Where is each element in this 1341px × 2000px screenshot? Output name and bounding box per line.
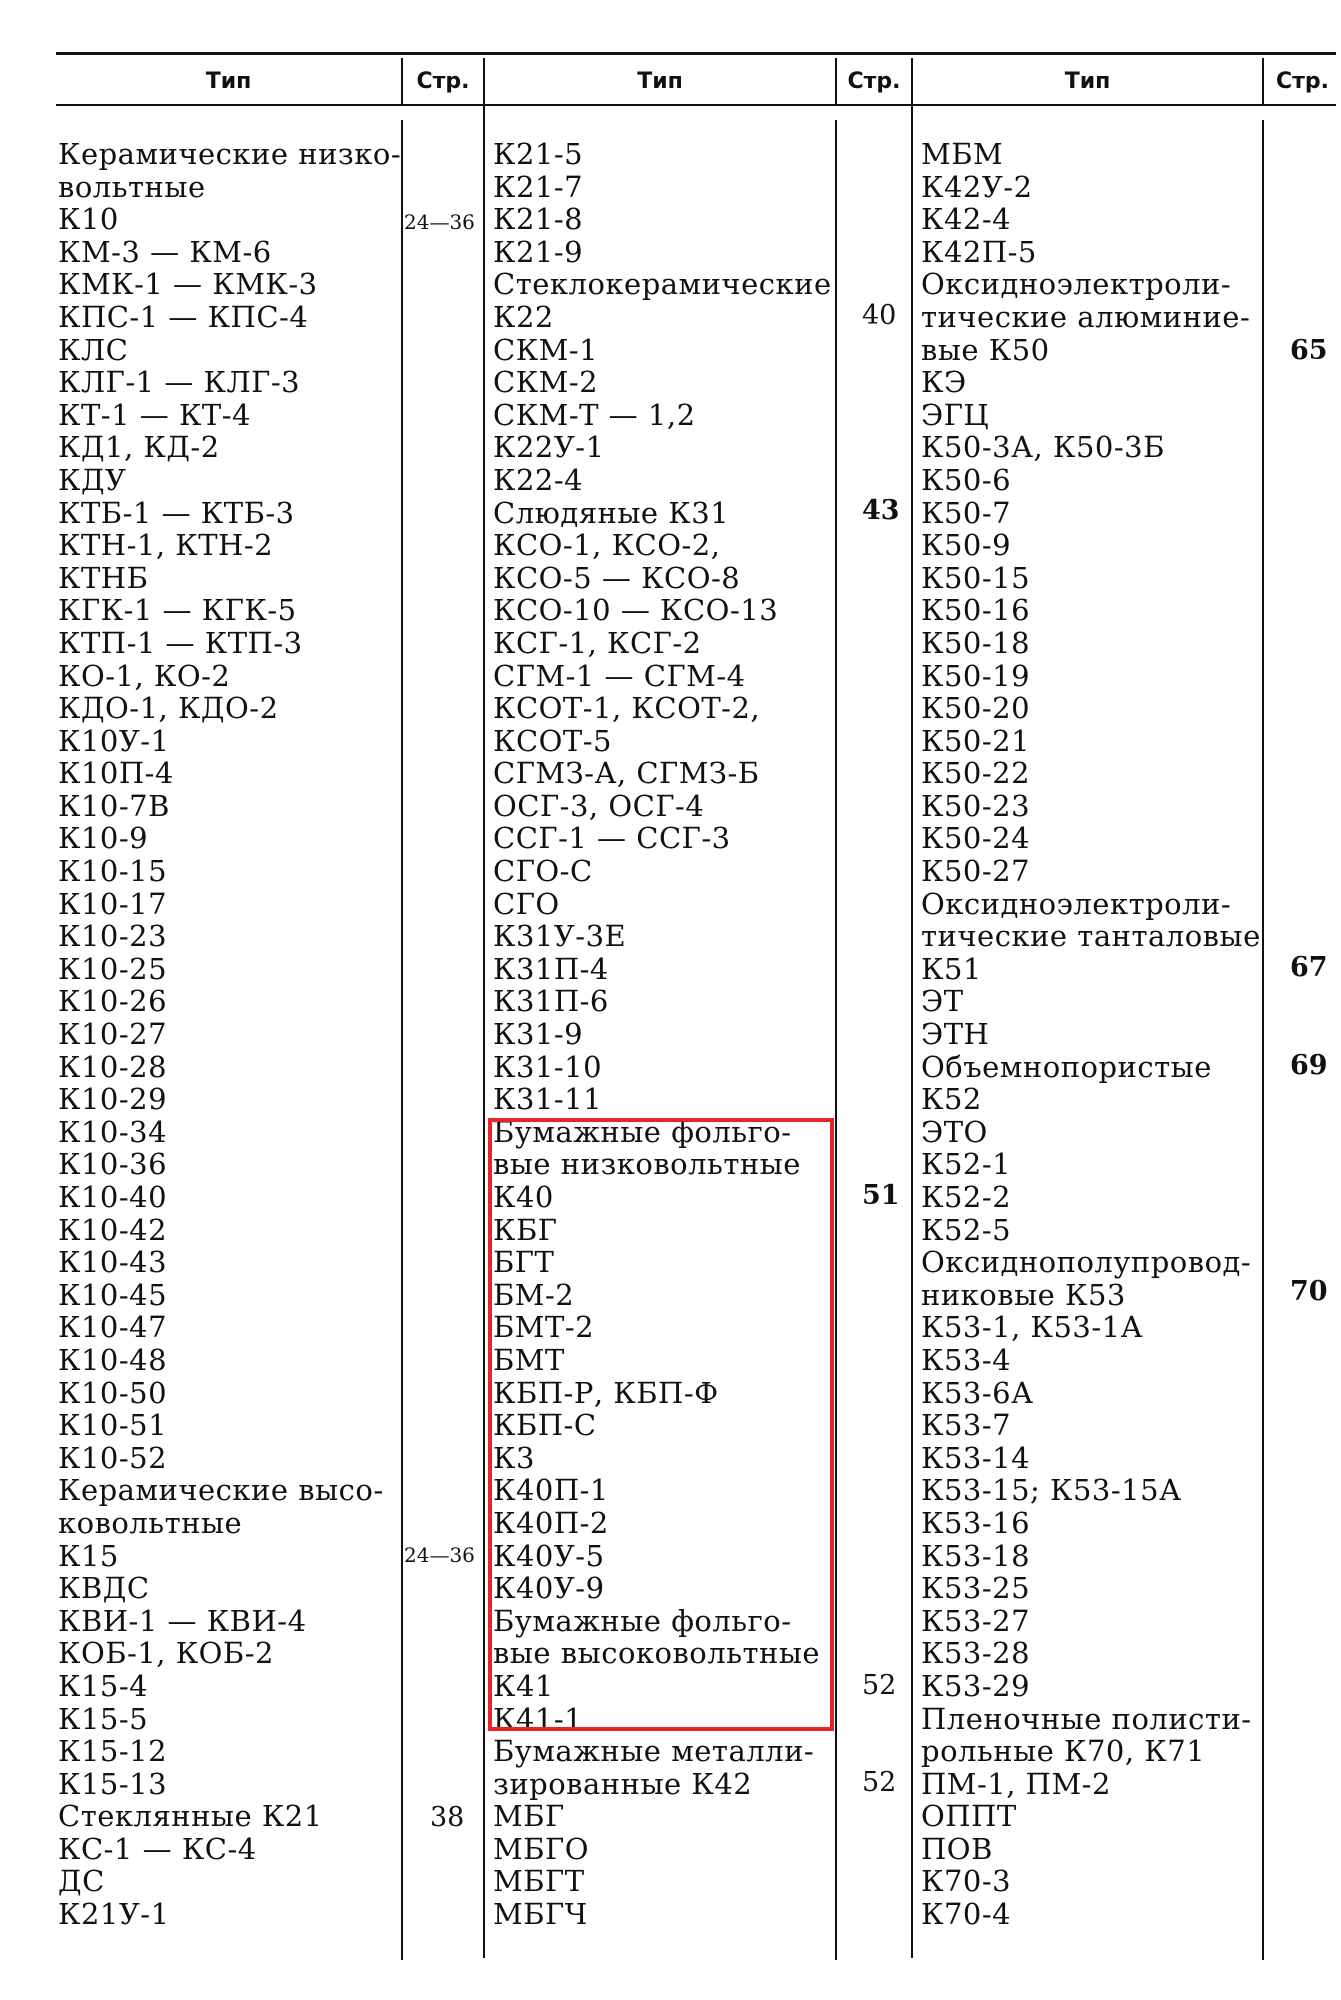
type-entry: КТ-1 — КТ-4 [58,397,252,432]
type-entry: К15 [58,1538,119,1573]
type-entry: К41 [493,1668,554,1703]
type-entry: КТП-1 — КТП-3 [58,625,303,660]
type-entry: КТН-1, КТН-2 [58,528,274,563]
type-entry: МБГЧ [493,1897,588,1932]
type-entry: К50-7 [921,495,1012,530]
type-entry: СГМЗ-А, СГМЗ-Б [493,756,760,791]
type-entry: К21У-1 [58,1897,170,1932]
type-entry: К22-4 [493,462,584,497]
type-entry: Пленочные полисти- [921,1701,1252,1736]
type-entry: К51 [921,951,982,986]
page-number: 69 [1290,1050,1328,1081]
type-entry: К15-5 [58,1701,149,1736]
type-entry: К53-16 [921,1505,1031,1540]
type-entry: К10-50 [58,1375,168,1410]
type-entry: К41-1 [493,1701,584,1736]
type-entry: КБП-С [493,1408,597,1443]
type-entry: К50-16 [921,593,1031,628]
page-number: 24—36 [404,1543,475,1567]
type-entry: К50-9 [921,528,1012,563]
page-number: 40 [862,300,897,331]
type-entry: КСГ-1, КСГ-2 [493,625,702,660]
type-entry: ЭТ [921,984,964,1019]
type-entry: К42У-2 [921,169,1033,204]
type-entry: К21-8 [493,202,584,237]
type-entry: СГО-С [493,854,593,889]
type-entry: К31У-3Е [493,919,627,954]
type-entry: К40П-2 [493,1505,609,1540]
type-entry: ЭТН [921,1017,990,1052]
type-entry: ЭГЦ [921,397,990,432]
page-number: 52 [862,1670,897,1701]
type-entry: КСОТ-1, КСОТ-2, [493,691,761,726]
page-number: 65 [1290,335,1328,366]
type-entry: К10-43 [58,1245,168,1280]
type-entry: К53-27 [921,1603,1031,1638]
type-entry: КЛГ-1 — КЛГ-3 [58,365,301,400]
type-entry: К53-6А [921,1375,1034,1410]
type-entry: ковольтные [58,1505,243,1540]
type-entry: КГК-1 — КГК-5 [58,593,297,628]
type-entry: К53-25 [921,1571,1031,1606]
type-entry: К21-9 [493,234,584,269]
type-entry: Оксидноэлектроли- [921,267,1232,302]
type-entry: вые низковольтные [493,1147,801,1182]
type-entry: Стеклянные К21 [58,1799,323,1834]
type-entry: К50-6 [921,462,1012,497]
type-entry: К10-29 [58,1082,168,1117]
type-list-column-1 [58,138,401,1931]
type-entry: К52-5 [921,1212,1012,1247]
page-number: 67 [1290,952,1328,983]
type-entry: КМК-1 — КМК-3 [58,267,318,302]
type-entry: СКМ-2 [493,365,599,400]
type-entry: СГО [493,886,560,921]
type-entry: К50-23 [921,788,1031,823]
type-entry: К31-11 [493,1082,603,1117]
type-entry: Бумажные фольго- [493,1114,792,1149]
header-page-2: Стр. [847,69,901,94]
type-entry: К53-1, К53-1А [921,1310,1144,1345]
type-entry: К53-29 [921,1668,1031,1703]
type-entry: К31П-4 [493,951,609,986]
type-entry: К15-4 [58,1668,149,1703]
type-entry: Бумажные металли- [493,1734,815,1769]
type-entry: К50-15 [921,560,1031,595]
type-entry: ПМ-1, ПМ-2 [921,1766,1111,1801]
type-entry: Слюдяные К31 [493,495,730,530]
type-entry: К52-2 [921,1180,1012,1214]
type-entry: К10П-4 [58,756,174,791]
type-entry: К40У-9 [493,1571,605,1606]
type-entry: К10-27 [58,1017,168,1052]
type-entry: К10-28 [58,1049,168,1084]
type-entry: КТНБ [58,560,149,595]
type-entry: К70-4 [921,1897,1012,1932]
type-entry: Бумажные фольго- [493,1603,792,1638]
type-entry: К70-3 [921,1864,1012,1899]
type-entry: МБМ [921,137,1004,171]
type-entry: СГМ-1 — СГМ-4 [493,658,746,693]
type-entry: К50-20 [921,691,1031,726]
type-entry: К31-9 [493,1017,584,1052]
type-entry: КВДС [58,1571,150,1606]
type-entry: К31П-6 [493,984,609,1019]
highlight-box [488,1114,834,1731]
type-entry: КБП-Р, КБП-Ф [493,1375,719,1410]
type-entry: К10-7В [58,788,170,823]
type-entry: МБГТ [493,1864,585,1899]
type-entry: КСО-5 — КСО-8 [493,560,741,595]
type-entry: К53-28 [921,1636,1031,1671]
type-entry: КЭ [921,365,967,400]
page-number: 43 [862,495,900,526]
type-entry: Объемнопористые [921,1049,1212,1084]
type-entry: К50-19 [921,658,1031,693]
type-entry: СКМ-Т — 1,2 [493,397,696,432]
type-entry: К10 [58,202,119,237]
type-entry: БМТ-2 [493,1310,595,1345]
header-type-3: Тип [1064,69,1111,94]
type-entry: ОППТ [921,1799,1017,1834]
type-entry: К50-27 [921,854,1031,889]
type-entry: К50-24 [921,821,1031,856]
type-entry: К10-36 [58,1147,168,1182]
type-entry: К10-42 [58,1212,168,1247]
type-entry: К10-23 [58,919,168,954]
type-entry: никовые К53 [921,1277,1126,1312]
header-page-1: Стр. [416,69,470,94]
type-entry: К42-4 [921,202,1012,237]
type-entry: СКМ-1 [493,332,599,367]
type-entry: зированные К42 [493,1766,753,1801]
type-entry: К15-13 [58,1766,168,1801]
type-entry: К52 [921,1082,982,1117]
type-entry: рольные К70, К71 [921,1734,1206,1769]
type-entry: КО-1, КО-2 [58,658,231,693]
type-entry: тические танталовые [921,919,1261,954]
type-entry: К53-15; К53-15А [921,1473,1182,1508]
type-entry: К10-52 [58,1440,168,1475]
type-entry: ОСГ-3, ОСГ-4 [493,788,705,823]
type-entry: К10-15 [58,854,168,889]
type-entry: К53-7 [921,1408,1012,1443]
type-entry: КПС-1 — КПС-4 [58,299,309,334]
type-entry: вые высоковольтные [493,1636,821,1671]
type-entry: К10-51 [58,1408,168,1443]
type-entry: К31-10 [493,1049,603,1084]
type-entry: К50-18 [921,625,1031,660]
type-entry: К10-25 [58,951,168,986]
type-entry: К40У-5 [493,1538,605,1573]
separator-4b [835,120,837,1960]
page-number: 38 [430,1802,465,1833]
type-entry: К15-12 [58,1734,168,1769]
type-entry: К10-40 [58,1180,168,1214]
type-entry: Оксиднополупровод- [921,1245,1252,1280]
type-entry: К22У-1 [493,430,605,465]
type-entry: К40П-1 [493,1473,609,1508]
type-entry: БГТ [493,1245,555,1280]
type-entry: К21-5 [493,137,584,171]
type-entry: КМ-3 — КМ-6 [58,234,272,269]
type-entry: БМ-2 [493,1277,575,1312]
type-entry: вые К50 [921,332,1050,367]
type-entry: ЭТО [921,1114,988,1149]
header-type-1: Тип [205,69,252,94]
type-entry: К10-47 [58,1310,168,1345]
type-entry: КДУ [58,462,127,497]
type-entry: К53-14 [921,1440,1031,1475]
type-entry: Стеклокерамические [493,267,832,302]
type-list-column-3 [921,138,1261,1931]
type-entry: вольтные [58,169,206,204]
type-entry: КД1, КД-2 [58,430,220,465]
type-entry: К10-34 [58,1114,168,1149]
type-entry: К10У-1 [58,723,170,758]
page-number: 52 [862,1767,897,1798]
type-entry: К52-1 [921,1147,1012,1182]
type-entry: К3 [493,1440,535,1475]
separator-2 [483,58,485,1958]
type-entry: КТБ-1 — КТБ-3 [58,495,295,530]
type-entry: К50-3А, К50-3Б [921,430,1165,465]
type-entry: КС-1 — КС-4 [58,1831,257,1866]
page-number: 51 [862,1180,900,1211]
type-entry: К53-18 [921,1538,1031,1573]
type-entry: ПОВ [921,1831,993,1866]
type-entry: ДС [58,1864,105,1899]
top-rule [56,52,1336,55]
type-entry: К10-17 [58,886,168,921]
type-entry: К53-4 [921,1342,1012,1377]
type-entry: КВИ-1 — КВИ-4 [58,1603,307,1638]
page-number: 70 [1290,1276,1328,1307]
type-entry: КДО-1, КДО-2 [58,691,279,726]
type-entry: КБГ [493,1212,558,1247]
type-entry: К22 [493,299,554,334]
type-entry: КСО-10 — КСО-13 [493,593,779,628]
page-number: 24—36 [404,210,475,234]
type-entry: К40 [493,1180,554,1214]
type-entry: КСОТ-5 [493,723,612,758]
type-entry: КОБ-1, КОБ-2 [58,1636,274,1671]
type-entry: К10-9 [58,821,149,856]
type-entry: ССГ-1 — ССГ-3 [493,821,731,856]
separator-4 [911,58,913,1958]
type-entry: МБГО [493,1831,589,1866]
type-entry: тические алюминие- [921,299,1251,334]
type-entry: МБГ [493,1799,565,1834]
type-entry: К42П-5 [921,234,1037,269]
type-entry: Оксидноэлектроли- [921,886,1232,921]
type-entry: Керамические низко- [58,137,402,171]
type-entry: К10-26 [58,984,168,1019]
type-entry: КСО-1, КСО-2, [493,528,721,563]
type-entry: К50-22 [921,756,1031,791]
type-entry: Керамические высо- [58,1473,384,1508]
type-entry: К50-21 [921,723,1031,758]
type-entry: К10-45 [58,1277,168,1312]
header-rule [56,104,1336,106]
type-entry: К10-48 [58,1342,168,1377]
header-page-3: Стр. [1275,69,1329,94]
separator-6 [1262,120,1264,1960]
type-entry: БМТ [493,1342,565,1377]
header-type-2: Тип [637,69,683,94]
type-entry: КЛС [58,332,129,367]
type-entry: К21-7 [493,169,584,204]
separator-2b [401,120,403,1960]
